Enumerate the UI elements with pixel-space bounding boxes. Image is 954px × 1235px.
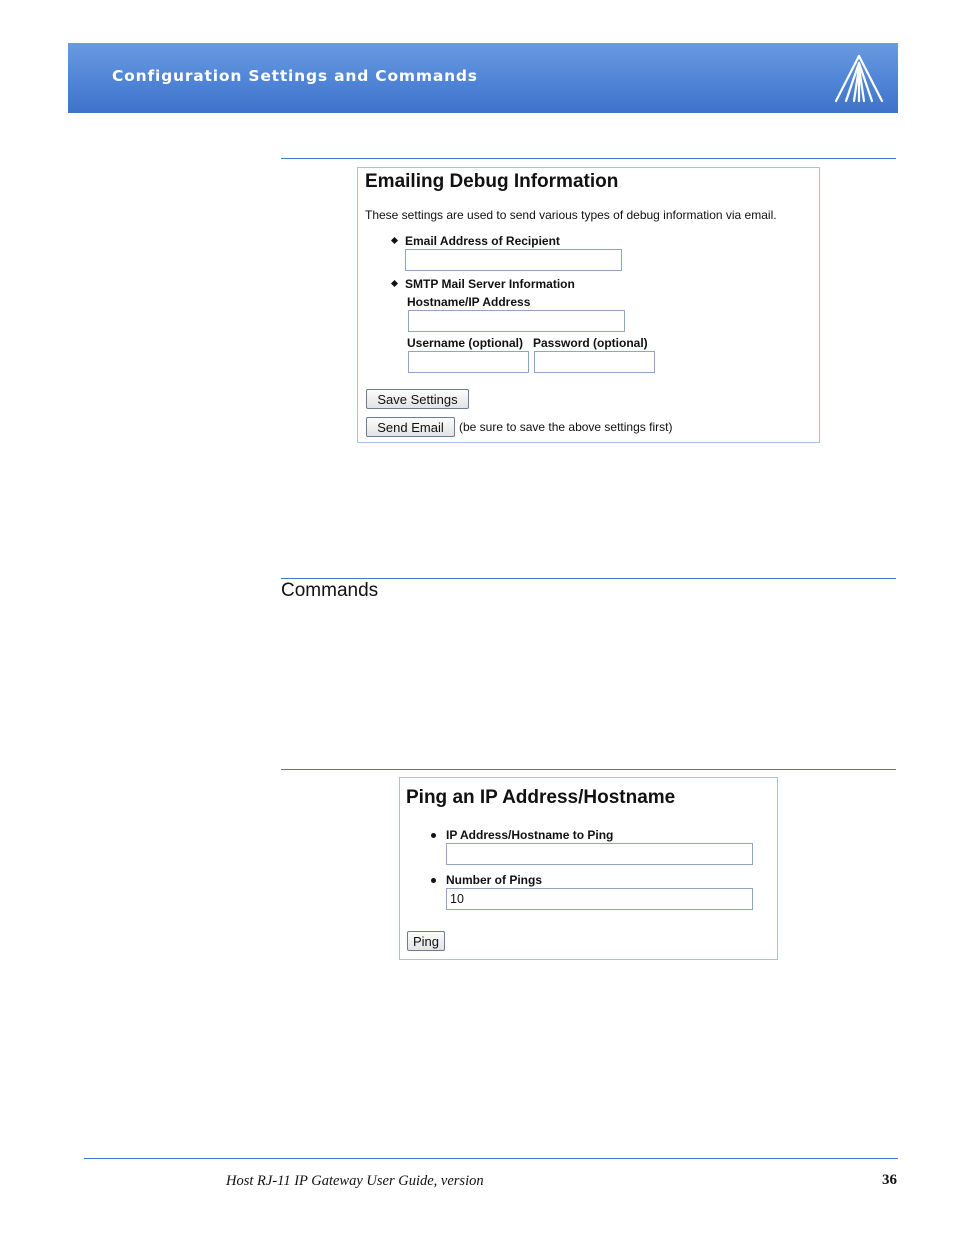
smtp-username-input[interactable] [408, 351, 529, 373]
bullet-icon [391, 237, 398, 244]
bullet-icon [431, 833, 436, 838]
recipient-label: Email Address of Recipient [405, 234, 560, 248]
ping-panel [399, 777, 778, 960]
ping-address-input[interactable] [446, 843, 753, 865]
ping-panel-title: Ping an IP Address/Hostname [406, 787, 676, 808]
password-label: Password (optional) [533, 336, 648, 350]
email-panel-description: These settings are used to send various types of debug information via email. [365, 208, 777, 222]
email-panel-title: Emailing Debug Information [365, 171, 619, 192]
bullet-icon [391, 280, 398, 287]
smtp-password-input[interactable] [534, 351, 655, 373]
username-label: Username (optional) [407, 336, 524, 350]
ping-address-label: IP Address/Hostname to Ping [446, 828, 614, 842]
section-divider-top [281, 158, 896, 159]
header-banner [68, 43, 898, 113]
recipient-email-input[interactable] [405, 249, 622, 271]
ping-count-label: Number of Pings [446, 873, 543, 887]
email-debug-panel [357, 167, 820, 443]
page-number: 36 [882, 1172, 897, 1188]
smtp-hostname-input[interactable] [408, 310, 625, 332]
header-title: Configuration Settings and Commands [112, 67, 478, 85]
section-divider-commands [281, 578, 896, 579]
footer-text: Host RJ-11 IP Gateway User Guide, version [226, 1173, 484, 1189]
footer-divider [84, 1158, 898, 1159]
send-email-button[interactable]: Send Email [366, 417, 455, 437]
ping-count-input[interactable] [446, 888, 753, 910]
send-email-note: (be sure to save the above settings first) [459, 420, 673, 434]
smtp-label: SMTP Mail Server Information [405, 277, 575, 291]
commands-heading: Commands [281, 580, 379, 601]
hostname-label: Hostname/IP Address [407, 295, 531, 309]
section-divider-ping [281, 769, 896, 770]
antenna-tower-logo-icon [830, 53, 888, 105]
save-settings-button[interactable]: Save Settings [366, 389, 469, 409]
ping-button[interactable]: Ping [407, 931, 445, 951]
bullet-icon [431, 878, 436, 883]
